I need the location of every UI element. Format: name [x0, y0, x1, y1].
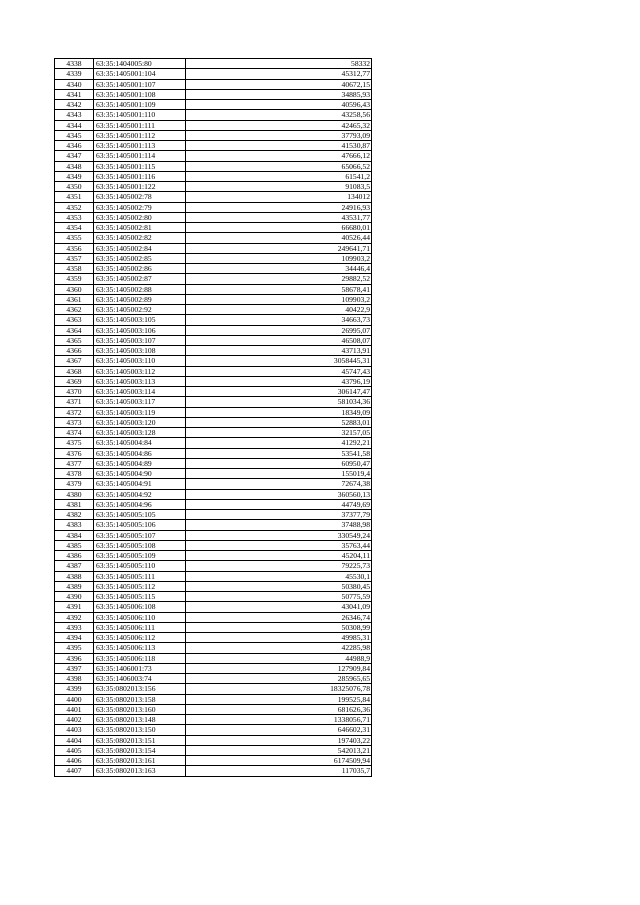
row-number: 4358 [55, 264, 94, 274]
table-row [55, 633, 372, 643]
cadastral-number: 63:35:0802013:151 [94, 735, 186, 745]
table-row [55, 684, 372, 694]
row-number: 4351 [55, 192, 94, 202]
row-number: 4393 [55, 622, 94, 632]
row-number: 4403 [55, 725, 94, 735]
cadastral-number: 63:35:1405003:112 [94, 366, 186, 376]
value-cell: 58332 [186, 59, 372, 69]
value-cell: 43531,77 [186, 212, 372, 222]
table-row [55, 674, 372, 684]
table-row [55, 530, 372, 540]
cadastral-number: 63:35:1405004:91 [94, 479, 186, 489]
data-table [54, 58, 372, 777]
row-number: 4345 [55, 130, 94, 140]
table-row [55, 540, 372, 550]
row-number: 4395 [55, 643, 94, 653]
row-number: 4350 [55, 182, 94, 192]
value-cell: 34885,93 [186, 89, 372, 99]
cadastral-number: 63:35:1405001:109 [94, 100, 186, 110]
table-row [55, 192, 372, 202]
table-row [55, 694, 372, 704]
row-number: 4356 [55, 243, 94, 253]
table-row [55, 120, 372, 130]
table-row [55, 305, 372, 315]
value-cell: 44988,9 [186, 653, 372, 663]
table-row [55, 561, 372, 571]
cadastral-number: 63:35:1405002:80 [94, 212, 186, 222]
value-cell: 24916,93 [186, 202, 372, 212]
value-cell: 41292,21 [186, 438, 372, 448]
row-number: 4340 [55, 79, 94, 89]
table-row [55, 499, 372, 509]
value-cell: 53541,58 [186, 448, 372, 458]
cadastral-number: 63:35:1405006:110 [94, 612, 186, 622]
table-row [55, 663, 372, 673]
value-cell: 34446,4 [186, 264, 372, 274]
row-number: 4396 [55, 653, 94, 663]
value-cell: 43258,56 [186, 110, 372, 120]
table-row [55, 571, 372, 581]
row-number: 4407 [55, 766, 94, 776]
cadastral-number: 63:35:1405004:86 [94, 448, 186, 458]
cadastral-number: 63:35:0802013:158 [94, 694, 186, 704]
value-cell: 45530,1 [186, 571, 372, 581]
value-cell: 45204,11 [186, 551, 372, 561]
value-cell: 26995,07 [186, 325, 372, 335]
table-row [55, 387, 372, 397]
value-cell: 249641,71 [186, 243, 372, 253]
row-number: 4359 [55, 274, 94, 284]
table-row [55, 110, 372, 120]
cadastral-number: 63:35:1405002:86 [94, 264, 186, 274]
cadastral-number: 63:35:1405002:78 [94, 192, 186, 202]
table-row [55, 325, 372, 335]
table-row [55, 592, 372, 602]
value-cell: 35763,44 [186, 540, 372, 550]
value-cell: 40596,43 [186, 100, 372, 110]
row-number: 4363 [55, 315, 94, 325]
cadastral-number: 63:35:1405005:108 [94, 540, 186, 550]
row-number: 4384 [55, 530, 94, 540]
cadastral-number: 63:35:1405006:111 [94, 622, 186, 632]
row-number: 4339 [55, 69, 94, 79]
value-cell: 127909,84 [186, 663, 372, 673]
row-number: 4401 [55, 704, 94, 714]
cadastral-number: 63:35:1405001:107 [94, 79, 186, 89]
value-cell: 40672,15 [186, 79, 372, 89]
value-cell: 1338056,71 [186, 715, 372, 725]
cadastral-number: 63:35:1405001:122 [94, 182, 186, 192]
value-cell: 43796,19 [186, 376, 372, 386]
value-cell: 330549,24 [186, 530, 372, 540]
value-cell: 34663,73 [186, 315, 372, 325]
table-row [55, 212, 372, 222]
value-cell: 285965,65 [186, 674, 372, 684]
value-cell: 197403,22 [186, 735, 372, 745]
row-number: 4398 [55, 674, 94, 684]
value-cell: 37488,98 [186, 520, 372, 530]
table-row [55, 407, 372, 417]
row-number: 4397 [55, 663, 94, 673]
row-number: 4353 [55, 212, 94, 222]
cadastral-number: 63:35:1405003:110 [94, 356, 186, 366]
row-number: 4347 [55, 151, 94, 161]
cadastral-number: 63:35:0802013:150 [94, 725, 186, 735]
value-cell: 50775,59 [186, 592, 372, 602]
row-number: 4399 [55, 684, 94, 694]
table-row [55, 264, 372, 274]
table-row [55, 643, 372, 653]
cadastral-number: 63:35:1405002:82 [94, 233, 186, 243]
row-number: 4374 [55, 428, 94, 438]
value-cell: 50308,99 [186, 622, 372, 632]
cadastral-number: 63:35:1405001:115 [94, 161, 186, 171]
table-row [55, 428, 372, 438]
row-number: 4388 [55, 571, 94, 581]
cadastral-number: 63:35:1405002:79 [94, 202, 186, 212]
row-number: 4382 [55, 510, 94, 520]
row-number: 4394 [55, 633, 94, 643]
table-row [55, 141, 372, 151]
table-row [55, 202, 372, 212]
row-number: 4369 [55, 376, 94, 386]
value-cell: 91083,5 [186, 182, 372, 192]
row-number: 4390 [55, 592, 94, 602]
cadastral-number: 63:35:1405001:104 [94, 69, 186, 79]
row-number: 4375 [55, 438, 94, 448]
table-row [55, 510, 372, 520]
cadastral-number: 63:35:1405003:117 [94, 397, 186, 407]
cadastral-number: 63:35:1405001:108 [94, 89, 186, 99]
row-number: 4405 [55, 745, 94, 755]
cadastral-number: 63:35:0802013:156 [94, 684, 186, 694]
value-cell: 199525,84 [186, 694, 372, 704]
value-cell: 50380,45 [186, 581, 372, 591]
row-number: 4400 [55, 694, 94, 704]
row-number: 4349 [55, 171, 94, 181]
value-cell: 117035,7 [186, 766, 372, 776]
value-cell: 155019,4 [186, 469, 372, 479]
row-number: 4386 [55, 551, 94, 561]
row-number: 4361 [55, 294, 94, 304]
table-row [55, 69, 372, 79]
row-number: 4367 [55, 356, 94, 366]
value-cell: 681626,36 [186, 704, 372, 714]
row-number: 4391 [55, 602, 94, 612]
table-row [55, 479, 372, 489]
value-cell: 29882,52 [186, 274, 372, 284]
row-number: 4387 [55, 561, 94, 571]
row-number: 4342 [55, 100, 94, 110]
row-number: 4368 [55, 366, 94, 376]
cadastral-number: 63:35:1406003:74 [94, 674, 186, 684]
table-row [55, 448, 372, 458]
table-row [55, 274, 372, 284]
cadastral-number: 63:35:1405002:89 [94, 294, 186, 304]
cadastral-number: 63:35:1405006:112 [94, 633, 186, 643]
cadastral-number: 63:35:1405006:113 [94, 643, 186, 653]
cadastral-number: 63:35:1405003:120 [94, 417, 186, 427]
table-row [55, 376, 372, 386]
cadastral-number: 63:35:1405005:115 [94, 592, 186, 602]
table-row [55, 653, 372, 663]
table-row [55, 766, 372, 776]
cadastral-number: 63:35:1405002:88 [94, 284, 186, 294]
table-row [55, 171, 372, 181]
table-row [55, 397, 372, 407]
value-cell: 72674,38 [186, 479, 372, 489]
table-row [55, 243, 372, 253]
table-row [55, 89, 372, 99]
table-row [55, 520, 372, 530]
row-number: 4377 [55, 458, 94, 468]
table-row [55, 233, 372, 243]
cadastral-number: 63:35:0802013:154 [94, 745, 186, 755]
table-row [55, 417, 372, 427]
row-number: 4348 [55, 161, 94, 171]
table-row [55, 602, 372, 612]
row-number: 4366 [55, 346, 94, 356]
table-row [55, 735, 372, 745]
table-row [55, 182, 372, 192]
table-row [55, 458, 372, 468]
cadastral-number: 63:35:1405005:105 [94, 510, 186, 520]
row-number: 4381 [55, 499, 94, 509]
cadastral-number: 63:35:1405001:110 [94, 110, 186, 120]
table-body [55, 59, 372, 777]
cadastral-number: 63:35:1405003:119 [94, 407, 186, 417]
value-cell: 542013,21 [186, 745, 372, 755]
row-number: 4354 [55, 223, 94, 233]
table-row [55, 79, 372, 89]
cadastral-number: 63:35:1405001:112 [94, 130, 186, 140]
cadastral-number: 63:35:0802013:163 [94, 766, 186, 776]
cadastral-number: 63:35:1405003:128 [94, 428, 186, 438]
value-cell: 43713,91 [186, 346, 372, 356]
value-cell: 42465,32 [186, 120, 372, 130]
table-row [55, 130, 372, 140]
value-cell: 109903,2 [186, 253, 372, 263]
row-number: 4362 [55, 305, 94, 315]
value-cell: 37377,79 [186, 510, 372, 520]
row-number: 4370 [55, 387, 94, 397]
cadastral-number: 63:35:1406001:73 [94, 663, 186, 673]
value-cell: 61541,2 [186, 171, 372, 181]
row-number: 4365 [55, 335, 94, 345]
cadastral-number: 63:35:1405005:112 [94, 581, 186, 591]
value-cell: 49985,31 [186, 633, 372, 643]
table-row [55, 756, 372, 766]
table-row [55, 366, 372, 376]
row-number: 4373 [55, 417, 94, 427]
cadastral-number: 63:35:1405002:85 [94, 253, 186, 263]
cadastral-number: 63:35:1405005:111 [94, 571, 186, 581]
table-row [55, 294, 372, 304]
table-row [55, 612, 372, 622]
table-row [55, 151, 372, 161]
table-row [55, 253, 372, 263]
row-number: 4344 [55, 120, 94, 130]
value-cell: 45747,43 [186, 366, 372, 376]
cadastral-number: 63:35:1404005:80 [94, 59, 186, 69]
table-row [55, 745, 372, 755]
value-cell: 44749,69 [186, 499, 372, 509]
value-cell: 3058445,31 [186, 356, 372, 366]
cadastral-number: 63:35:1405004:92 [94, 489, 186, 499]
value-cell: 60950,47 [186, 458, 372, 468]
cadastral-number: 63:35:1405001:116 [94, 171, 186, 181]
table-row [55, 581, 372, 591]
cadastral-number: 63:35:1405001:113 [94, 141, 186, 151]
table-row [55, 100, 372, 110]
value-cell: 6174509,94 [186, 756, 372, 766]
cadastral-number: 63:35:1405002:87 [94, 274, 186, 284]
cadastral-number: 63:35:0802013:161 [94, 756, 186, 766]
cadastral-number: 63:35:1405006:108 [94, 602, 186, 612]
value-cell: 58678,41 [186, 284, 372, 294]
cadastral-number: 63:35:1405006:118 [94, 653, 186, 663]
table-row [55, 551, 372, 561]
cadastral-number: 63:35:0802013:148 [94, 715, 186, 725]
value-cell: 32157,05 [186, 428, 372, 438]
value-cell: 306147,47 [186, 387, 372, 397]
row-number: 4378 [55, 469, 94, 479]
value-cell: 18349,09 [186, 407, 372, 417]
row-number: 4343 [55, 110, 94, 120]
cadastral-number: 63:35:1405002:84 [94, 243, 186, 253]
table-row [55, 356, 372, 366]
row-number: 4371 [55, 397, 94, 407]
table-row [55, 469, 372, 479]
value-cell: 134012 [186, 192, 372, 202]
table-row [55, 725, 372, 735]
table-row [55, 315, 372, 325]
table-row [55, 489, 372, 499]
cadastral-number: 63:35:1405003:107 [94, 335, 186, 345]
value-cell: 79225,73 [186, 561, 372, 571]
cadastral-number: 63:35:1405001:111 [94, 120, 186, 130]
value-cell: 646602,31 [186, 725, 372, 735]
cadastral-number: 63:35:1405003:106 [94, 325, 186, 335]
cadastral-number: 63:35:1405003:105 [94, 315, 186, 325]
table-row [55, 438, 372, 448]
value-cell: 40526,44 [186, 233, 372, 243]
row-number: 4379 [55, 479, 94, 489]
row-number: 4389 [55, 581, 94, 591]
table-row [55, 715, 372, 725]
value-cell: 360560,13 [186, 489, 372, 499]
table-row [55, 284, 372, 294]
row-number: 4404 [55, 735, 94, 745]
row-number: 4355 [55, 233, 94, 243]
value-cell: 40422,9 [186, 305, 372, 315]
cadastral-number: 63:35:1405002:92 [94, 305, 186, 315]
value-cell: 581034,36 [186, 397, 372, 407]
row-number: 4392 [55, 612, 94, 622]
row-number: 4383 [55, 520, 94, 530]
value-cell: 109903,2 [186, 294, 372, 304]
row-number: 4341 [55, 89, 94, 99]
cadastral-number: 63:35:1405005:110 [94, 561, 186, 571]
table-row [55, 161, 372, 171]
value-cell: 52883,01 [186, 417, 372, 427]
cadastral-number: 63:35:1405004:90 [94, 469, 186, 479]
value-cell: 45312,77 [186, 69, 372, 79]
cadastral-number: 63:35:1405003:108 [94, 346, 186, 356]
row-number: 4357 [55, 253, 94, 263]
cadastral-number: 63:35:1405001:114 [94, 151, 186, 161]
row-number: 4372 [55, 407, 94, 417]
cadastral-number: 63:35:1405002:81 [94, 223, 186, 233]
table-row [55, 622, 372, 632]
cadastral-number: 63:35:1405004:84 [94, 438, 186, 448]
cadastral-number: 63:35:1405004:89 [94, 458, 186, 468]
row-number: 4352 [55, 202, 94, 212]
cadastral-number: 63:35:1405005:109 [94, 551, 186, 561]
cadastral-number: 63:35:1405004:96 [94, 499, 186, 509]
value-cell: 66680,01 [186, 223, 372, 233]
row-number: 4338 [55, 59, 94, 69]
value-cell: 26346,74 [186, 612, 372, 622]
table-row [55, 704, 372, 714]
value-cell: 46508,07 [186, 335, 372, 345]
row-number: 4406 [55, 756, 94, 766]
cadastral-number: 63:35:1405005:106 [94, 520, 186, 530]
value-cell: 43041,09 [186, 602, 372, 612]
value-cell: 47666,12 [186, 151, 372, 161]
row-number: 4380 [55, 489, 94, 499]
row-number: 4376 [55, 448, 94, 458]
table-row [55, 59, 372, 69]
row-number: 4364 [55, 325, 94, 335]
row-number: 4360 [55, 284, 94, 294]
cadastral-number: 63:35:0802013:160 [94, 704, 186, 714]
row-number: 4346 [55, 141, 94, 151]
value-cell: 41530,87 [186, 141, 372, 151]
row-number: 4385 [55, 540, 94, 550]
value-cell: 18325076,78 [186, 684, 372, 694]
cadastral-number: 63:35:1405003:114 [94, 387, 186, 397]
value-cell: 37793,09 [186, 130, 372, 140]
table-row [55, 335, 372, 345]
cadastral-number: 63:35:1405005:107 [94, 530, 186, 540]
cadastral-number: 63:35:1405003:113 [94, 376, 186, 386]
table-row [55, 346, 372, 356]
row-number: 4402 [55, 715, 94, 725]
value-cell: 65066,52 [186, 161, 372, 171]
value-cell: 42285,98 [186, 643, 372, 653]
table-row [55, 223, 372, 233]
